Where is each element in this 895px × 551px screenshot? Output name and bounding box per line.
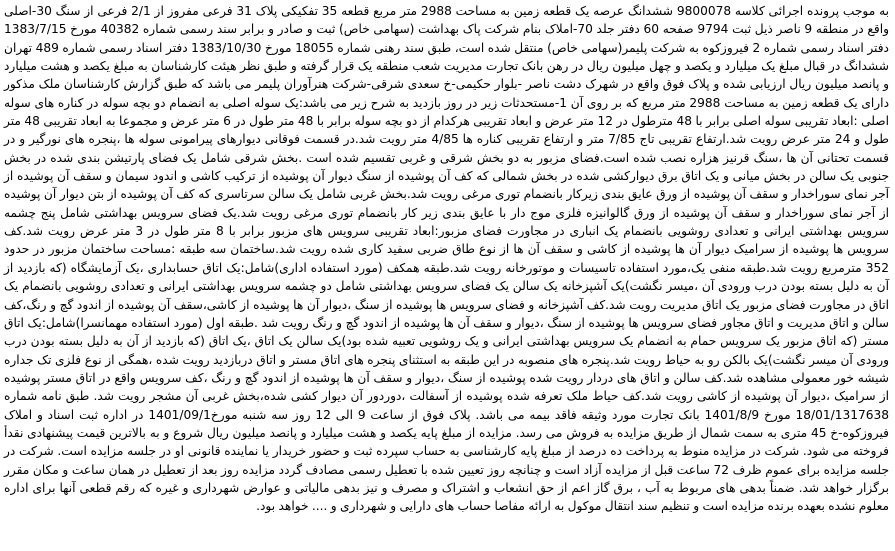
auction-notice-body: به موجب پرونده اجرائی کلاسه 9800078 ششدانگ عرصه یک قطعه زمین به مساحت 2988 متر مربع قطعه 35 تفکیکی پلاک 31 فرعی مفروز از 2/1 فرعی از سنگ 30-اصلی واقع در منطقه 9 ناصر ذیل ثبت 9794 صفحه 60 دفتر جلد 70-املاک بنام شرکت پاک بهداشت (سهامی خاص) ثبت و صادر و برابر سند رسمی شماره 40382 مورخ 1383/7/15 دفتر اسناد رسمی شماره 2 فیروزکوه به شرکت پلیمر(سهامی خاص) منتقل شده است، طبق سند رهنی شماره 18055 مورخ 1383/10/30 دفتر اسناد رسمی شماره 489 تهران ششدانگ در قبال مبلغ یک میلیارد و یکصد و چهل میلیون ریال در رهن بانک تجارت مدیریت شعب منطقه یک قرار گرفته و طبق نظر هیئت کارشناسان به مبلغ یکصد و هشت میلیارد و پانصد میلیون ریال ارزیابی شده و پلاک فوق واقع در شهرک دشت ناصر -بلوار حکیمی-خ سعدی شرقی-شرکت هنرآوران پلیمر می باشد که طبق گزارش کارشناسان ملک مذکور دارای یک قطعه زمین به مساحت 2988 متر مربع که بر روی آن 1-مستحدثات زیر در روز بازدید به شرح زیر می باشد:یک سوله اصلی به انضمام دو بچه سوله در کناره های سوله اصلی :ابعاد تقریبی سوله اصلی برابر با 48 مترطول در 12 متر عرض و ابعاد تقریبی هرکدام از دو بچه سوله برابر با 48 متر طول در 6 متر عرض و مجموعا به ابعاد تقریبی 48 متر طول و 24 متر عرض رویت شد.ارتفاع تقریبی تاج 7/85 متر و ارتفاع تقریبی کناره ها 4/85 متر رویت شد.در قسمت فوقانی دیوارهای پیرامونی سوله ها ،پنجره های نورگیر و در قسمت تحتانی آن ها ،سنگ قرنیز هزاره نصب شده است.فضای مزبور به دو بخش شرقی و غربی تقسیم شده است .بخش شرقی شامل یک فضای پارتیشن بندی شده در بخش جنوبی یک سالن در بخش میانی و یک اتاق برق دیوارکشی شده در بخش شمالی که کف آن پوشیده از سنگ دیوار آن پوشیده از ترکیب کاشی و اندود سیمان و سقف آن پوشیده از آجر نمای سوراخدار و سقف آن پوشیده از ورق عایق بندی زیرکار بانضمام توری مرغی رویت شد.بخش غربی شامل یک سالن سرتاسری که کف آن پوشیده از بتن دیوار آن پوشیده از آجر نمای سوراخدار و سقف آن پوشیده از ورق گالوانیزه فلزی موج دار با عایق بندی زیر کار بانضمام توری مرغی رویت شد.یک فضای سرویس بهداشتی شامل پنج چشمه سرویس بهداشتی ایرانی و تعدادی روشویی بانضمام یک انباری در مجاورت فضای مزبور:ابعاد تقریبی سرویس های مزبور برابر با 8 متر طول در 3 متر عرض رویت شد.کف سرویس ها پوشیده از سرامیک دیوار آن ها پوشیده از کاشی و سقف آن ها از نوع طاق ضربی سفید کاری شده رویت شد.ساختمان سه طبقه :مساحت ساختمان مزبور در حدود 352 مترمربع رویت شد.طبقه منفی یک،مورد استفاده تاسیسات و موتورخانه رویت شد.طبقه همکف (مورد استفاده اداری)شامل:یک اتاق حسابداری ،یک آزمایشگاه (که بازدید از آن به دلیل بسته بودن درب ورودی آن ،میسر نگشت)یک آشپزخانه یک سالن یک فضای سرویس بهداشتی شامل دو چشمه سرویس بهداشتی ایرانی و تعدادی روشویی بانضمام یک اتاق در مجاورت فضای مزبور یک اتاق مدیریت رویت شد.کف آشپزخانه و فضای سرویس ها پوشیده از سنگ ،دیوار آن ها پوشیده از کاشی،سقف آن پوشیده از اندود گچ و رنگ،کف سالن و اتاق مدیریت و اتاق مجاور فضای سرویس ها پوشیده از سنگ ،دیوار و سقف آن ها پوشیده از اندود گچ و رنگ رویت شد .طبقه اول (مورد استفاده مهمانسرا)شامل:یک اتاق مستر (که اتاق مزبور یک سرویس حمام به انضمام یک سرویس بهداشتی ایرانی و یک روشویی تعبیه شده بود)یک سالن یک اتاق ،یک اتاق (که بازدید از آن به دلیل بسته بودن درب ورودی آن میسر نگشت)یک بالکن رو به حیاط رویت شد.پنجره های منصوبه در این طبقه به استثنای پنجره های اتاق مستر و اتاق دربازدید رویت شده ،همگی از نوع فلزی تک جداره شیشه خور معمولی مشاهده شد.کف سالن و اتاق های دردار رویت شده پوشیده از سنگ ،دیوار و سقف آن ها پوشیده از اندود گچ و رنگ ،کف سرویس واقع در اتاق مستر پوشیده از سرامیک ،دیوار آن پوشیده از کاشی رویت شد.کف حیاط ملک تعرفه شده پوشیده از آسفالت ،دوردور آن دیوار کشی شده،بخش غربی آن مشجر رویت شد. طبق نامه شماره 18/01/1317638 مورخ 1401/8/9 بانک تجارت مورد وثیقه فاقد بیمه می باشد. پلاک فوق از ساعت 9 الی 12 روز سه شنبه مورخ1401/09/1 در اداره ثبت اسناد و املاک فیروزکوه-خ 45 متری به سمت شمال از طریق مزایده به فروش می رسد. مزایده از مبلغ پایه یکصد و هشت میلیارد و پانصد میلیون ریال شروع و به بالاترین قیمت پیشنهادی نقدأ فروخته می شود. شرکت در مزایده منوط به پرداخت ده درصد از مبلغ پایه کارشناسی به حساب سپرده ثبت و حضور خریدار یا نماینده قانونی او در جلسه مزایده است. شرکت در جلسه مزایده برای عموم ظرف 72 ساعت قبل از مزایده آزاد است و چنانچه روز تعیین شده با تعطیل رسمی مصادف گردد مزایده روز بعد از تعطیل در همان ساعت و مکان مقرر برگزار خواهد شد. ضمناً بدهی های مربوط به آب ، برق گاز اعم از حق انشعاب و اشتراک و مصرف و نیز بدهی مالیاتی و عوارض شهرداری و غیره که رقم قطعی آنها برای اداره معلوم نشده بعهده برنده مزایده است و تنظیم سند انتقال موکول به ارائه مفاصا حساب های دارایی و شهرداری و .... خواهد بود. — [4, 4, 890, 514]
